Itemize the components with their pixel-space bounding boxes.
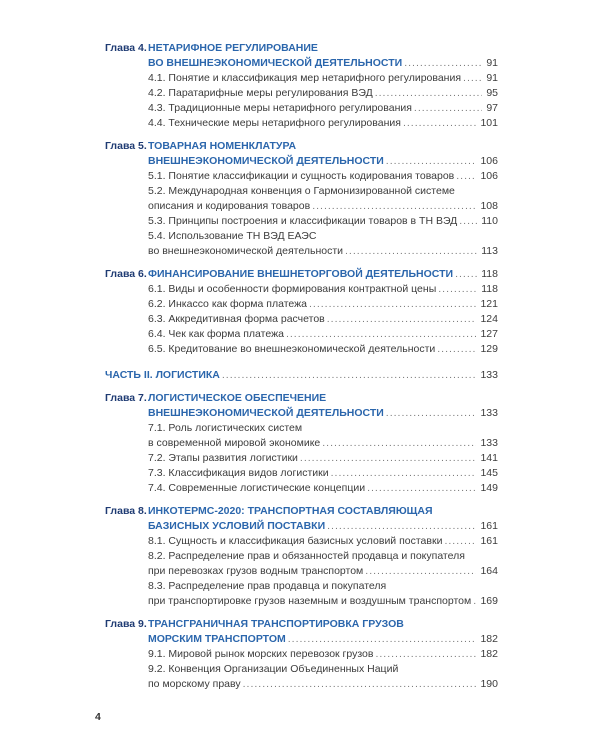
entry-page-number: 129 — [480, 343, 498, 355]
toc-entry-line — [148, 594, 498, 609]
entry-page-number: 149 — [480, 482, 498, 494]
entry-page-number: 169 — [480, 595, 498, 607]
toc-entry-line — [148, 466, 498, 481]
toc-section-entry — [148, 342, 498, 357]
chapter-title-block — [148, 41, 498, 71]
toc-section-entry — [148, 421, 498, 451]
toc-section-entry — [148, 184, 498, 214]
entry-title-text: 7.4. Современные логистические концепции — [148, 482, 366, 494]
toc-entry-line — [148, 267, 498, 282]
entry-title-text: ЧАСТЬ II. ЛОГИСТИКА — [105, 369, 220, 381]
chapter-label: Глава 5. — [105, 140, 147, 152]
entry-page-number: 121 — [480, 298, 498, 310]
entry-title-text: при транспортировке грузов наземным и воздушным транспортом — [148, 595, 472, 607]
chapter-label: Глава 9. — [105, 618, 147, 630]
dot-leader — [222, 368, 477, 383]
toc-entry-line — [148, 564, 498, 579]
toc-chapter-entry — [105, 504, 498, 534]
entry-page-number: 110 — [481, 215, 498, 227]
toc-entry-line: 8.3. Распределение прав продавца и покупателя — [148, 580, 387, 592]
dot-leader — [345, 244, 477, 259]
dot-leader — [243, 677, 477, 692]
entry-page-number: 113 — [481, 245, 498, 257]
entry-title-text: 6.1. Виды и особенности формирования контрактной цены — [148, 283, 437, 295]
entry-title-text: 6.4. Чек как форма платежа — [148, 328, 284, 340]
toc-entry-line — [148, 632, 498, 647]
dot-leader — [367, 481, 476, 496]
toc-entry-line — [148, 199, 498, 214]
entry-title-text: 4.3. Традиционные меры нетарифного регулирования — [148, 102, 412, 114]
entry-title-text: по морскому праву — [148, 678, 241, 690]
dot-leader — [288, 632, 477, 647]
entry-page-number: 145 — [480, 467, 498, 479]
toc-entry-line — [148, 312, 498, 327]
dot-leader — [322, 436, 476, 451]
entry-page-number: 133 — [480, 369, 498, 381]
chapter-title-block — [148, 139, 498, 169]
chapter-title-block — [148, 617, 498, 647]
toc-entry-line — [148, 154, 498, 169]
entry-page-number: 182 — [480, 633, 498, 645]
toc-chapter-entry — [105, 41, 498, 71]
entry-page-number: 91 — [486, 72, 498, 84]
toc-entry-line — [148, 519, 498, 534]
toc-entry-line: 5.4. Использование ТН ВЭД ЕАЭС — [148, 230, 317, 242]
entry-title-text: во внешнеэкономической деятельности — [148, 245, 344, 257]
entry-title-text: 8.1. Сущность и классификация базисных условий поставки — [148, 535, 443, 547]
toc-entry-line — [148, 451, 498, 466]
dot-leader — [456, 169, 476, 184]
entry-page-number: 106 — [480, 170, 498, 182]
toc-section-entry — [148, 662, 498, 692]
toc-section-entry — [148, 451, 498, 466]
toc-section-entry — [148, 101, 498, 116]
toc-section-entry — [148, 214, 498, 229]
entry-title-text: описания и кодирования товаров — [148, 200, 311, 212]
entry-page-number: 108 — [480, 200, 498, 212]
toc-chapter-entry — [105, 617, 498, 647]
entry-title-text: 5.3. Принципы построения и классификации товаров в ТН ВЭД — [148, 215, 458, 227]
entry-title-text: 9.1. Мировой рынок морских перевозок грузов — [148, 648, 374, 660]
dot-leader — [414, 101, 482, 116]
entry-page-number: 118 — [481, 283, 498, 295]
toc-entry-line — [148, 534, 498, 549]
entry-page-number: 124 — [480, 313, 498, 325]
dot-leader — [331, 466, 477, 481]
toc-chapter-entry — [105, 139, 498, 169]
toc-entry-line — [148, 297, 498, 312]
entry-page-number: 91 — [486, 57, 498, 69]
entry-title-text: МОРСКИМ ТРАНСПОРТОМ — [148, 633, 286, 645]
entry-title-text: 6.2. Инкассо как форма платежа — [148, 298, 307, 310]
entry-page-number: 95 — [486, 87, 498, 99]
toc-entry-line: ИНКОТЕРМС-2020: ТРАНСПОРТНАЯ СОСТАВЛЯЮЩАЯ — [148, 505, 433, 517]
toc-section-entry — [148, 466, 498, 481]
toc-entry-line — [148, 481, 498, 496]
toc-entry-line — [148, 86, 498, 101]
dot-leader — [403, 116, 477, 131]
entry-page-number: 118 — [481, 268, 498, 280]
entry-page-number: 141 — [480, 452, 498, 464]
entry-page-number: 101 — [480, 117, 498, 129]
dot-leader — [327, 519, 476, 534]
dot-leader — [473, 594, 476, 609]
entry-page-number: 127 — [480, 328, 498, 340]
toc-section-entry — [148, 116, 498, 131]
toc-section-entry — [148, 282, 498, 297]
toc-entry-line — [148, 169, 498, 184]
dot-leader — [375, 86, 483, 101]
chapter-label: Глава 6. — [105, 268, 147, 280]
chapter-title-block — [148, 391, 498, 421]
toc-section-entry — [148, 481, 498, 496]
toc-entry-line: ТРАНСГРАНИЧНАЯ ТРАНСПОРТИРОВКА ГРУЗОВ — [148, 618, 404, 630]
dot-leader — [309, 297, 476, 312]
dot-leader — [327, 312, 477, 327]
toc-section-entry — [148, 229, 498, 259]
toc-entry-line: 5.2. Международная конвенция о Гармонизированной системе — [148, 185, 455, 197]
toc-entry-line — [148, 214, 498, 229]
toc-entry-line — [105, 368, 498, 383]
toc-list — [105, 41, 498, 692]
entry-page-number: 182 — [480, 648, 498, 660]
entry-title-text: 7.3. Классификация видов логистики — [148, 467, 329, 479]
entry-title-text: в современной мировой экономике — [148, 437, 321, 449]
toc-section-entry — [148, 647, 498, 662]
entry-title-text: ФИНАНСИРОВАНИЕ ВНЕШНЕТОРГОВОЙ ДЕЯТЕЛЬНОСТИ — [148, 268, 454, 280]
dot-leader — [312, 199, 476, 214]
toc-section-entry — [148, 579, 498, 609]
entry-page-number: 161 — [480, 520, 498, 532]
dot-leader — [386, 154, 477, 169]
chapter-label: Глава 7. — [105, 392, 147, 404]
toc-entry-line — [148, 436, 498, 451]
entry-page-number: 97 — [486, 102, 498, 114]
entry-page-number: 164 — [480, 565, 498, 577]
entry-title-text: при перевозках грузов водным транспортом — [148, 565, 364, 577]
entry-page-number: 133 — [480, 437, 498, 449]
toc-entry-line — [148, 282, 498, 297]
entry-title-text: БАЗИСНЫХ УСЛОВИЙ ПОСТАВКИ — [148, 520, 326, 532]
entry-title-text: ВНЕШНЕЭКОНОМИЧЕСКОЙ ДЕЯТЕЛЬНОСТИ — [148, 407, 384, 419]
entry-page-number: 161 — [480, 535, 498, 547]
toc-section-entry — [148, 297, 498, 312]
entry-title-text: 5.1. Понятие классификации и сущность кодирования товаров — [148, 170, 455, 182]
entry-page-number: 133 — [480, 407, 498, 419]
entry-title-text: 4.4. Технические меры нетарифного регулирования — [148, 117, 401, 129]
entry-title-text: 7.2. Этапы развития логистики — [148, 452, 298, 464]
chapter-title-block — [148, 504, 498, 534]
toc-entry-line — [148, 677, 498, 692]
toc-entry-line: 9.2. Конвенция Организации Объединенных Наций — [148, 663, 399, 675]
toc-entry-line: 8.2. Распределение прав и обязанностей продавца и покупателя — [148, 550, 465, 562]
dot-leader — [286, 327, 477, 342]
entry-title-text: 6.3. Аккредитивная форма расчетов — [148, 313, 325, 325]
toc-entry-line: 7.1. Роль логистических систем — [148, 422, 303, 434]
toc-entry-line — [148, 56, 498, 71]
dot-leader — [437, 342, 476, 357]
toc-section-entry — [148, 312, 498, 327]
toc-chapter-entry — [105, 391, 498, 421]
chapter-label: Глава 8. — [105, 505, 147, 517]
toc-entry-line — [148, 116, 498, 131]
toc-entry-line: ЛОГИСТИЧЕСКОЕ ОБЕСПЕЧЕНИЕ — [148, 392, 327, 404]
entry-title-text: 4.2. Паратарифные меры регулирования ВЭД — [148, 87, 373, 99]
toc-entry-line — [148, 71, 498, 86]
toc-entry-line: ТОВАРНАЯ НОМЕНКЛАТУРА — [148, 140, 297, 152]
toc-entry-line — [148, 342, 498, 357]
dot-leader — [463, 71, 482, 86]
toc-entry-line: НЕТАРИФНОЕ РЕГУЛИРОВАНИЕ — [148, 42, 318, 54]
dot-leader — [459, 214, 477, 229]
entry-page-number: 190 — [480, 678, 498, 690]
dot-leader — [404, 56, 482, 71]
dot-leader — [300, 451, 477, 466]
dot-leader — [365, 564, 476, 579]
entry-title-text: 4.1. Понятие и классификация мер нетарифного регулирования — [148, 72, 462, 84]
toc-section-entry — [148, 169, 498, 184]
toc-section-entry — [148, 327, 498, 342]
page-number: 4 — [95, 711, 101, 723]
entry-title-text: ВНЕШНЕЭКОНОМИЧЕСКОЙ ДЕЯТЕЛЬНОСТИ — [148, 155, 384, 167]
dot-leader — [438, 282, 477, 297]
toc-entry-line — [148, 647, 498, 662]
toc-section-entry — [148, 549, 498, 579]
toc-entry-line — [148, 406, 498, 421]
dot-leader — [444, 534, 476, 549]
chapter-title-block — [148, 267, 498, 282]
toc-section-entry — [148, 71, 498, 86]
dot-leader — [375, 647, 476, 662]
dot-leader — [386, 406, 477, 421]
toc-part-entry — [105, 368, 498, 383]
entry-title-text: ВО ВНЕШНЕЭКОНОМИЧЕСКОЙ ДЕЯТЕЛЬНОСТИ — [148, 57, 403, 69]
dot-leader — [455, 267, 477, 282]
entry-title-text: 6.5. Кредитование во внешнеэкономической деятельности — [148, 343, 436, 355]
toc-chapter-entry — [105, 267, 498, 282]
entry-page-number: 106 — [480, 155, 498, 167]
toc-entry-line — [148, 244, 498, 259]
toc-section-entry — [148, 534, 498, 549]
chapter-label: Глава 4. — [105, 42, 147, 54]
toc-section-entry — [148, 86, 498, 101]
toc-entry-line — [148, 101, 498, 116]
toc-entry-line — [148, 327, 498, 342]
